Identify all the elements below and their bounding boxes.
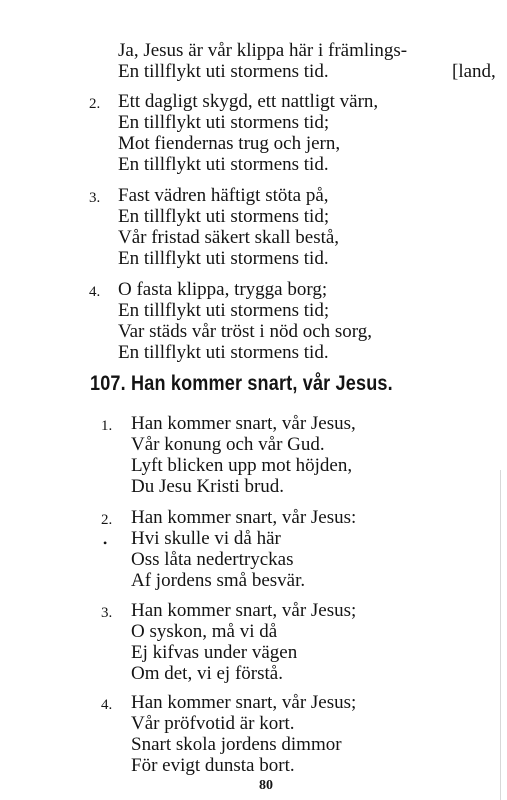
v3-line-2: O syskon, må vi då xyxy=(131,621,278,642)
prev-v3-line-4: En tillflykt uti stormens tid. xyxy=(118,248,329,269)
verse-number: 4. xyxy=(101,697,113,713)
prev-verse-number: 2. xyxy=(89,96,101,112)
prev-v3-line-3: Vår fristad säkert skall bestå, xyxy=(118,227,340,248)
v2-line-2: Hvi skulle vi då här xyxy=(131,528,281,549)
v3-line-3: Ej kifvas under vägen xyxy=(131,642,298,663)
page-edge xyxy=(500,470,507,800)
v4-line-1: Han kommer snart, vår Jesus; xyxy=(131,692,357,713)
prev-v1-line-2: En tillflykt uti stormens tid. xyxy=(118,61,329,82)
verse-number: 2. xyxy=(101,512,113,528)
v1-line-2: Vår konung och vår Gud. xyxy=(131,434,325,455)
prev-v4-line-1: O fasta klippa, trygga borg; xyxy=(118,279,328,300)
prev-v1-line-1: Ja, Jesus är vår klippa här i främlings- xyxy=(118,40,408,61)
prev-verse-number: 4. xyxy=(89,284,101,300)
prev-verse-number: 3. xyxy=(89,190,101,206)
v2-line-3: Oss låta nedertryckas xyxy=(131,549,294,570)
page-number: 80 xyxy=(259,778,273,793)
v3-line-4: Om det, vi ej förstå. xyxy=(131,663,283,684)
v4-line-3: Snart skola jordens dimmor xyxy=(131,734,342,755)
prev-v3-line-1: Fast vädren häftigt stöta på, xyxy=(118,185,329,206)
prev-v3-line-2: En tillflykt uti stormens tid; xyxy=(118,206,330,227)
prev-v2-line-4: En tillflykt uti stormens tid. xyxy=(118,154,329,175)
prev-v2-line-1: Ett dagligt skygd, ett nattligt värn, xyxy=(118,91,379,112)
hymn-heading: 107. Han kommer snart, vår Jesus. xyxy=(90,372,393,395)
v4-line-2: Vår pröfvotid är kort. xyxy=(131,713,295,734)
prev-v4-line-4: En tillflykt uti stormens tid. xyxy=(118,342,329,363)
prev-v2-line-2: En tillflykt uti stormens tid; xyxy=(118,112,330,133)
prev-v4-line-3: Var städs vår tröst i nöd och sorg, xyxy=(118,321,373,342)
v2-line-4: Af jordens små besvär. xyxy=(131,570,306,591)
margin-dot: • xyxy=(103,536,108,550)
v2-line-1: Han kommer snart, vår Jesus: xyxy=(131,507,357,528)
prev-v1-wrap: [land, xyxy=(452,61,496,82)
verse-number: 1. xyxy=(101,418,113,434)
prev-v4-line-2: En tillflykt uti stormens tid; xyxy=(118,300,330,321)
prev-v2-line-3: Mot fiendernas trug och jern, xyxy=(118,133,341,154)
v1-line-4: Du Jesu Kristi brud. xyxy=(131,476,285,497)
v4-line-4: För evigt dunsta bort. xyxy=(131,755,295,776)
v3-line-1: Han kommer snart, vår Jesus; xyxy=(131,600,357,621)
verse-number: 3. xyxy=(101,605,113,621)
v1-line-3: Lyft blicken upp mot höjden, xyxy=(131,455,353,476)
v1-line-1: Han kommer snart, vår Jesus, xyxy=(131,413,356,434)
